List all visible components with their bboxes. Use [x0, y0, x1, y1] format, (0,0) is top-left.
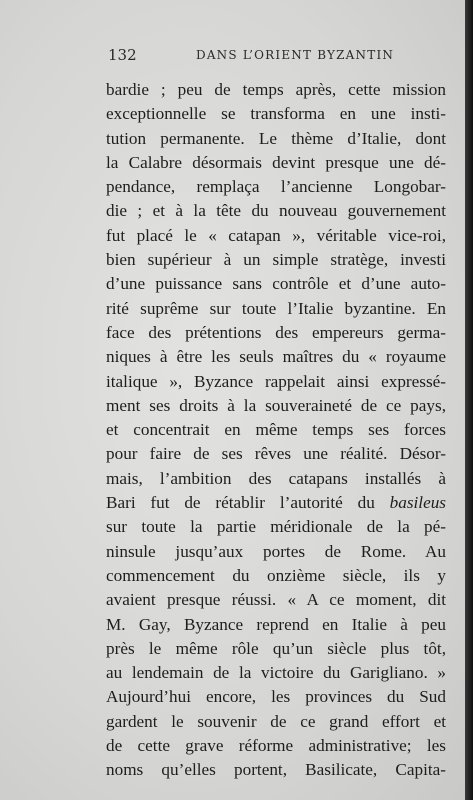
- text-line: ninsule jusqu’aux portes de Rome. Au: [106, 541, 446, 561]
- text-line: ment ses droits à la souveraineté de ce pays,: [106, 395, 446, 415]
- page-number: 132: [108, 46, 137, 64]
- italic-word-basileus: basileus: [389, 493, 446, 513]
- text-line: face des prétentions des empereurs germa-: [106, 322, 446, 342]
- text-line: gardent le souvenir de ce grand effort et: [106, 711, 446, 731]
- text-line: niques à être les seuls maîtres du « royaume: [106, 347, 446, 367]
- text-line: fut placé le « catapan », véritable vice-roi,: [106, 225, 446, 245]
- text-line: exceptionnelle se transforma en une insti-: [106, 104, 446, 124]
- text-line: noms qu’elles portent, Basilicate, Capita-: [106, 760, 446, 780]
- running-title: DANS L’ORIENT BYZANTIN: [196, 48, 395, 62]
- page-header: [108, 46, 448, 66]
- text-line: mais, l’ambition des catapans installés à: [106, 468, 446, 488]
- text-line: M. Gay, Byzance reprend en Italie à peu: [106, 614, 446, 634]
- text-line: près le même rôle qu’un siècle plus tôt,: [106, 638, 446, 658]
- text-line: la Calabre désormais devint presque une dé-: [106, 152, 446, 172]
- page-edge-shadow: [465, 0, 473, 800]
- text-line: bardie ; peu de temps après, cette mission: [106, 80, 446, 99]
- text-line: commencement du onzième siècle, ils y: [106, 565, 446, 585]
- text-line: die ; et à la tête du nouveau gouvernement: [106, 201, 446, 221]
- text-line: tution permanente. Le thème d’Italie, dont: [106, 128, 446, 148]
- text-line: bien supérieur à un simple stratège, investi: [106, 250, 446, 270]
- text-line: et concentrait en même temps ses forces: [106, 420, 446, 440]
- text-line: italique », Byzance rappelait ainsi expressé-: [106, 371, 446, 391]
- text-line: rité suprême sur toute l’Italie byzantine. En: [106, 298, 446, 318]
- text-line: avaient presque réussi. « A ce moment, dit: [106, 590, 446, 610]
- text-line: pour faire de ses rêves une réalité. Désor-: [106, 444, 446, 464]
- text-segment: Bari fut de rétablir l’autorité du: [106, 493, 375, 513]
- text-line: sur toute la partie méridionale de la pé-: [106, 517, 446, 537]
- text-line: pendance, remplaça l’ancienne Longobar-: [106, 177, 446, 197]
- body-text: [106, 78, 446, 783]
- text-line-with-italic: [106, 491, 446, 515]
- text-line: au lendemain de la victoire du Garigliano. »: [106, 663, 446, 683]
- text-line: Aujourd’hui encore, les provinces du Sud: [106, 687, 446, 707]
- text-line: de cette grave réforme administrative; les: [106, 736, 446, 756]
- text-line: d’une puissance sans contrôle et d’une auto-: [106, 274, 446, 294]
